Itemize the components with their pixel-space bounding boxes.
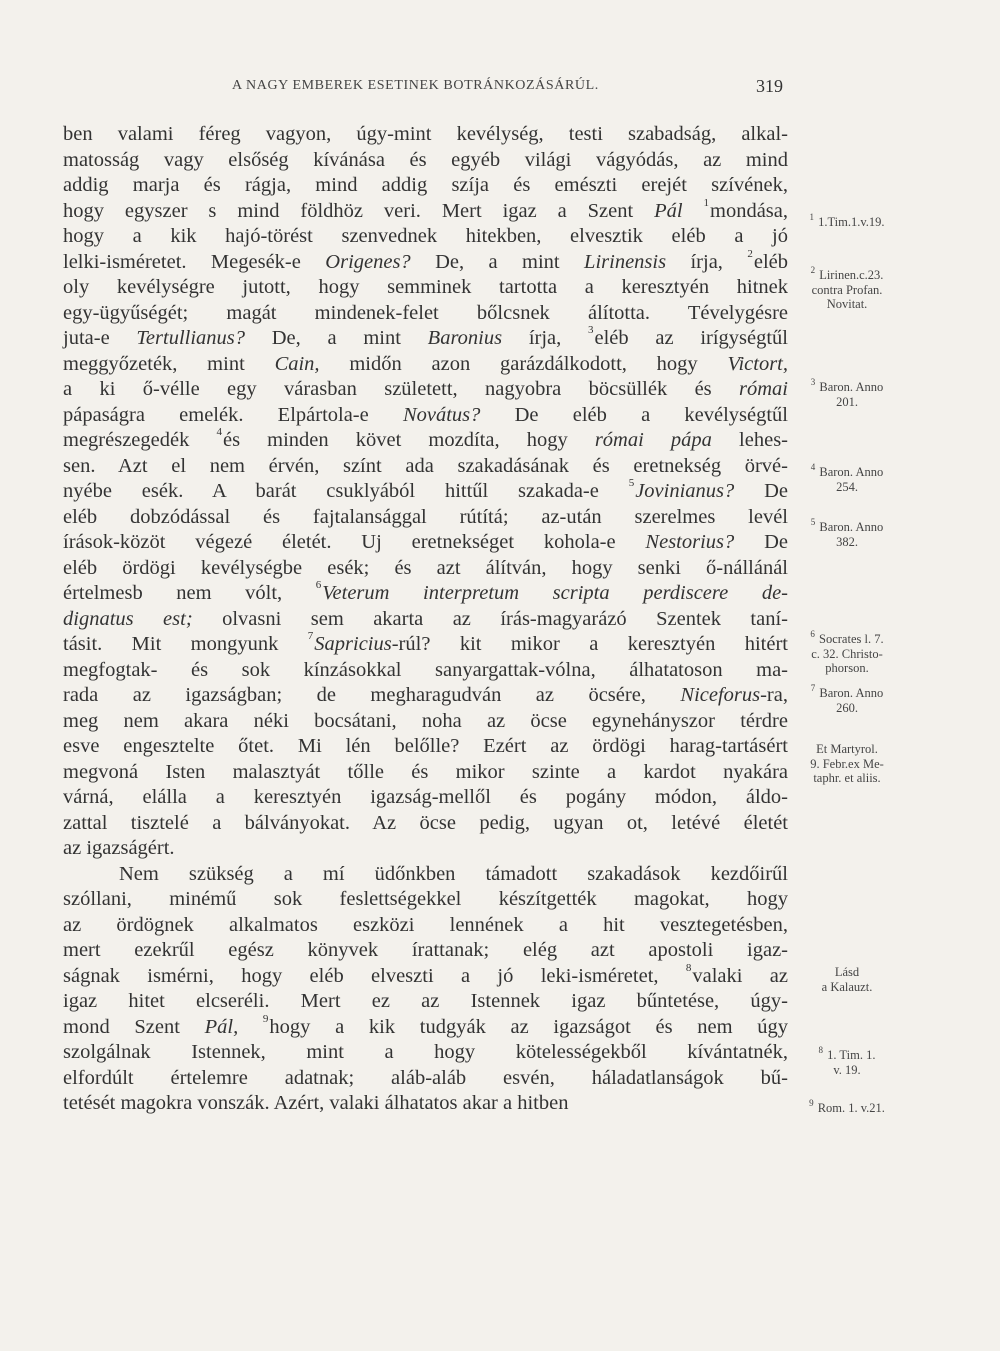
text-run: mond Szent	[63, 1015, 205, 1038]
footnote-marker: 2	[747, 247, 753, 260]
text-run: zattal tisztelé a bálványokat. Az öcse pedig, ugyan ot, letévé életét	[63, 811, 788, 834]
margin-note-line	[788, 980, 906, 995]
text-run: eléb ördögi kevélységbe esék; és azt álítván, hogy senki ő-nállánál	[63, 556, 788, 579]
text-run: rada az igazságban; de megharagudván az öcsére,	[63, 684, 681, 706]
body-text	[63, 122, 788, 1117]
text-line	[63, 734, 788, 760]
text-run: contra Profan.	[811, 282, 883, 297]
text-run: tetését magokra vonszák. Azért, valaki álhatatos akar a hitben	[63, 1092, 569, 1114]
text-line	[63, 760, 788, 786]
footnote-marker: 7	[307, 630, 314, 642]
footnote-marker: 9	[809, 1098, 814, 1108]
margin-note-line	[788, 1063, 906, 1078]
text-line	[63, 1012, 789, 1041]
text-line	[63, 683, 788, 709]
text-run: oly kevélységre jutott, hogy semminek tartotta a keresztyén hitnek	[63, 276, 788, 298]
footnote-marker: 1	[809, 212, 814, 222]
text-line	[63, 1091, 788, 1117]
text-line	[63, 811, 788, 837]
text-run: matosság vagy elsőség kívánása és egyéb világi vágyódás, az mind	[63, 148, 788, 171]
text-run: egy-ügyűségét; magát mindenek-felet bőlcsnek álította. Tévelygésre	[63, 301, 788, 324]
text-run: Baron. Anno	[816, 686, 884, 700]
text-run: a ki ő-vélle egy várasban született, nagyobra böcsüllék és	[63, 378, 740, 400]
margin-note-line	[788, 629, 906, 647]
text-line	[63, 352, 788, 378]
margin-note	[788, 212, 906, 230]
italic-text: Baronius	[427, 327, 503, 349]
text-run: Lirinen.c.23.	[816, 268, 884, 282]
footnote-marker: 3	[810, 377, 816, 387]
text-run: -rúl? kit mikor a keresztyén hitért	[391, 633, 788, 655]
text-line	[63, 938, 788, 964]
text-line	[63, 913, 788, 939]
text-run: az igazságért.	[63, 837, 175, 859]
margin-note-line	[788, 265, 906, 283]
footnote-marker: 8	[818, 1045, 824, 1055]
text-run	[238, 1016, 263, 1038]
text-run: írja,	[502, 327, 589, 349]
text-run: mert ezekrűl egész könyvek írattanak; elég azt apostoli igaz-	[63, 939, 788, 961]
text-run: De	[734, 531, 788, 553]
margin-note-line	[788, 965, 906, 980]
text-run: Lásd	[834, 965, 860, 979]
italic-text: dignatus est;	[63, 607, 193, 630]
italic-text: római pápa	[594, 429, 712, 451]
text-run: Socrates l. 7.	[815, 632, 884, 646]
text-line	[63, 148, 788, 174]
margin-note	[788, 965, 906, 994]
text-run: az ördögnek alkalmatos eszközi lennének a hit vesztegetésben,	[63, 913, 788, 936]
text-run: 9. Febr.ex Me-	[810, 756, 884, 771]
text-run: v. 19.	[833, 1062, 861, 1077]
text-line	[63, 658, 788, 684]
text-run: Nem szükség a mí üdőnkben támadott szakadások kezdőirűl	[119, 862, 788, 885]
text-run: eléb az irígységtűl	[594, 327, 789, 349]
text-line	[63, 530, 788, 556]
text-run: lehes-	[711, 429, 789, 451]
text-line	[63, 581, 788, 607]
margin-note-line	[788, 683, 906, 701]
text-run: Rom. 1. v.21.	[814, 1101, 885, 1115]
text-run: De	[734, 480, 788, 502]
text-run: szóllani, minémű sok feslettségekkel készítgették magokat, hogy	[63, 888, 788, 910]
italic-text: Sapricius	[314, 633, 392, 655]
page-number: 319	[756, 76, 783, 96]
text-run: lelki-isméretet. Megesék-e	[63, 250, 326, 273]
text-run: értelmesb nem vólt,	[63, 582, 316, 604]
margin-note-line	[788, 647, 906, 662]
text-run: 201.	[836, 394, 858, 409]
text-run: sen. Azt el nem érvén, színt ada szakadásának és eretnekség örvé-	[63, 454, 788, 477]
footnote-marker: 5	[628, 477, 635, 489]
margin-note-line	[788, 1098, 906, 1116]
text-line	[63, 247, 788, 276]
text-run: c. 32. Christo-	[811, 646, 883, 661]
footnote-marker: 6	[315, 579, 322, 591]
text-run: 260.	[836, 700, 858, 715]
margin-note	[788, 1098, 906, 1116]
text-line	[63, 377, 788, 403]
italic-text: Jovinianus?	[635, 480, 735, 502]
text-run: meggyőzeték, mint	[63, 352, 275, 375]
text-run: várná, elálla a keresztyén igazság-mellől és pogány módon, áldo-	[63, 786, 788, 808]
page-header	[0, 76, 1000, 100]
margin-note	[788, 629, 906, 676]
text-line	[63, 1066, 788, 1092]
margin-note-line	[788, 297, 906, 312]
margin-note	[788, 742, 906, 786]
margin-note-line	[788, 480, 906, 495]
margin-note-line	[788, 1045, 906, 1063]
text-line	[63, 607, 788, 633]
footnote-marker: 4	[810, 462, 816, 472]
text-line	[63, 428, 788, 454]
margin-note-line	[788, 377, 906, 395]
text-run: Novitat.	[826, 297, 868, 311]
italic-text: Niceforus	[680, 684, 761, 706]
text-line	[63, 173, 788, 199]
italic-text: Novátus?	[402, 403, 481, 426]
text-run: valaki az	[692, 964, 788, 987]
italic-text: Veterum interpretum scripta perdiscere de-	[322, 582, 788, 604]
margin-note	[788, 265, 906, 312]
margin-note	[788, 683, 906, 715]
text-run: megvoná Isten malasztyát tőlle és mikor szinte a kardot nyakára	[63, 760, 788, 783]
text-line	[63, 887, 788, 913]
footnote-marker: 3	[588, 324, 594, 336]
text-run: és minden követ mozdíta, hogy	[222, 429, 595, 451]
text-run: a Kalauzt.	[821, 979, 873, 994]
text-line	[63, 403, 788, 429]
text-line	[63, 505, 788, 531]
text-line	[63, 301, 788, 327]
text-run: hogy a kik hajó-törést szenvednek hitekben, elvesztik eléb a jó	[63, 225, 788, 247]
italic-text: Cain,	[274, 352, 320, 375]
text-run: tásit. Mit mongyunk	[63, 633, 308, 655]
footnote-marker: 1	[703, 196, 709, 209]
italic-text: Pál,	[204, 1015, 239, 1038]
margin-note-line	[788, 212, 906, 230]
text-run: eléb dobzódással és fajtalansággal rútítá; az-után szerelmes levél	[63, 505, 788, 528]
italic-text: Nestorius?	[645, 531, 735, 553]
margin-note-line	[788, 395, 906, 410]
text-run: juta-e	[63, 327, 137, 349]
text-run: írások-közöt végezé életét. Uj eretnekséget kohola-e	[63, 531, 646, 553]
text-line	[63, 961, 788, 990]
margin-note-line	[788, 757, 906, 772]
text-run: eléb	[753, 250, 788, 273]
text-run: mondása,	[710, 199, 788, 222]
margin-note-line	[788, 283, 906, 298]
text-run: Et Martyrol.	[816, 742, 878, 756]
text-run: midőn azon garázdálkodott, hogy	[319, 352, 728, 375]
footnote-marker: 8	[685, 961, 692, 974]
text-run: olvasni sem akarta az írás-magyarázó Szentek taní-	[192, 607, 789, 630]
text-line	[63, 836, 788, 862]
footnote-marker: 2	[810, 265, 816, 275]
margin-note	[788, 462, 906, 494]
text-run: De eléb a kevélységtűl	[480, 403, 788, 426]
text-run: hogy egyszer s mind földhöz veri. Mert igaz a Szent	[63, 199, 655, 222]
text-run: phorson.	[825, 661, 869, 675]
text-line	[63, 556, 788, 582]
italic-text: Pál	[654, 199, 683, 222]
text-run: taphr. et aliis.	[813, 771, 881, 785]
text-line	[63, 122, 788, 148]
text-run: igaz hitet elcseréli. Mert ez az Istennek igaz bűntetése, úgy-	[63, 990, 788, 1012]
text-run: megfogtak- és sok kínzásokkal sanyargattak-vólna, álhatatoson ma-	[63, 658, 788, 681]
text-line	[63, 862, 788, 888]
footnote-marker: 6	[810, 629, 815, 639]
text-line	[63, 454, 788, 480]
text-line	[63, 196, 788, 225]
italic-text: Lirinensis	[584, 250, 667, 273]
text-run: De, a mint	[410, 250, 585, 273]
text-run: szolgálnak Istennek, mint a hogy kötelességekből kívántatnék,	[63, 1041, 788, 1063]
margin-note-line	[788, 462, 906, 480]
text-run: 1. Tim. 1.	[824, 1048, 876, 1062]
text-run: pápaságra emelék. Elpártola-e	[63, 403, 403, 426]
text-run: De, a mint	[245, 327, 428, 349]
text-run: -ra,	[760, 684, 788, 706]
text-run: ben valami féreg vagyon, úgy-mint kevélység, testi szabadság, alkal-	[63, 123, 788, 145]
text-line	[63, 1040, 788, 1066]
text-line	[63, 989, 788, 1015]
text-line	[63, 224, 788, 250]
margin-note-line	[788, 701, 906, 716]
text-run: ságnak ismérni, hogy eléb elveszti a jó leki-isméretet,	[63, 964, 686, 987]
text-run: nyébe esék. A barát csuklyából hittűl szakada-e	[63, 480, 629, 502]
text-run: írja,	[666, 250, 748, 273]
footnote-marker: 9	[262, 1012, 269, 1025]
footnote-marker: 4	[216, 426, 222, 438]
italic-text: Victort,	[727, 352, 789, 375]
text-line	[63, 632, 788, 658]
margin-note-line	[788, 517, 906, 535]
text-run	[683, 200, 704, 222]
text-line	[63, 785, 788, 811]
italic-text: Origenes?	[325, 250, 411, 273]
italic-text: római	[739, 378, 788, 400]
text-run: Baron. Anno	[816, 380, 884, 394]
text-line	[63, 275, 788, 301]
text-run: 382.	[836, 534, 858, 549]
footnote-marker: 5	[810, 517, 816, 527]
margin-note	[788, 517, 906, 549]
text-run: meg nem akara néki bocsátani, noha az öcse egynehányszor térdre	[63, 709, 788, 732]
italic-text: Tertullianus?	[136, 327, 246, 349]
text-run: elfordúlt értelemre adatnak; aláb-aláb esvén, háladatlanságok bű-	[63, 1066, 788, 1089]
footnote-marker: 7	[810, 683, 816, 693]
text-line	[63, 709, 788, 735]
text-run: 254.	[836, 479, 858, 494]
margin-note-line	[788, 661, 906, 676]
text-run: Baron. Anno	[816, 520, 884, 534]
text-run: esve engesztelte őtet. Mi lén belőlle? Ezért az ördögi harag-tartásért	[63, 735, 788, 757]
margin-note-line	[788, 771, 906, 786]
margin-note-line	[788, 742, 906, 757]
text-run: megrészegedék	[63, 429, 217, 451]
text-run: 1.Tim.1.v.19.	[814, 215, 885, 229]
running-head: A NAGY EMBEREK ESETINEK BOTRÁNKOZÁSÁRÚL.	[232, 78, 599, 93]
text-run: Baron. Anno	[816, 465, 884, 479]
text-line	[63, 326, 788, 352]
margin-note	[788, 377, 906, 409]
text-run: hogy a kik tudgyák az igazságot és nem úgy	[269, 1015, 789, 1038]
text-line	[63, 479, 788, 505]
margin-note-line	[788, 535, 906, 550]
margin-note	[788, 1045, 906, 1077]
text-run: addig marja és rágja, mind addig szíja és emészti erejét szívének,	[63, 174, 788, 196]
